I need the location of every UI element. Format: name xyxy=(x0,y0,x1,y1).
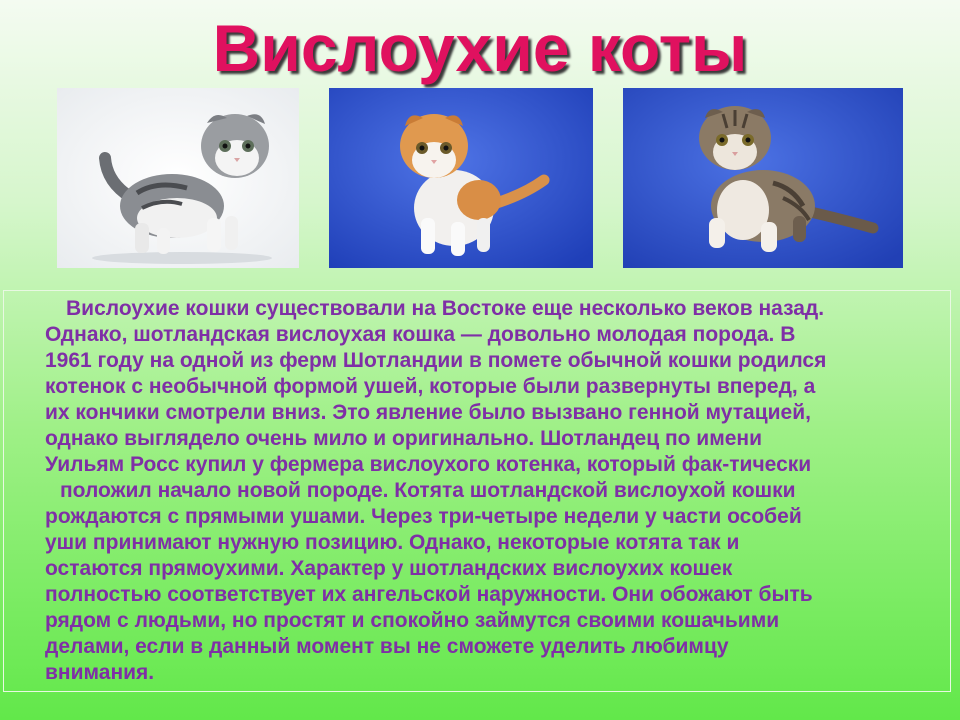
slide-title: Вислоухие коты xyxy=(212,11,748,85)
body-line: остаются прямоухими. Характер у шотландских вислоухих кошек xyxy=(45,557,733,580)
kitten-image xyxy=(329,88,593,268)
kitten-photo-grey-white xyxy=(57,88,299,268)
body-line: уши принимают нужную позицию. Однако, некоторые котята так и xyxy=(45,531,740,554)
body-line: однако выглядело очень мило и оригинально. Шотландец по имени xyxy=(45,427,763,450)
body-line: рядом с людьми, но простят и спокойно займутся своими кошачьими xyxy=(45,609,780,632)
body-line: рождаются с прямыми ушами. Через три-четыре недели у части особей xyxy=(45,505,802,528)
kitten-image xyxy=(57,88,299,268)
body-line: внимания. xyxy=(45,661,155,684)
kitten-photo-ginger-white xyxy=(329,88,593,268)
body-line: Вислоухие кошки существовали на Востоке еще несколько веков назад. xyxy=(66,297,825,320)
body-line: 1961 году на одной из ферм Шотландии в помете обычной кошки родился xyxy=(45,349,827,372)
body-line: делами, если в данный момент вы не сможете уделить любимцу xyxy=(45,635,729,658)
body-line: положил начало новой породе. Котята шотландской вислоухой кошки xyxy=(60,479,796,502)
body-line: их кончики смотрели вниз. Это явление было вызвано генной мутацией, xyxy=(45,401,811,424)
body-line: полностью соответствует их ангельской наружности. Они обожают быть xyxy=(45,583,813,606)
body-line: Уильям Росс купил у фермера вислоухого котенка, который фак-тически xyxy=(45,453,812,476)
body-line: Однако, шотландская вислоухая кошка — довольно молодая порода. В xyxy=(45,323,796,346)
kitten-image xyxy=(623,88,903,268)
kitten-photo-brown-tabby xyxy=(623,88,903,268)
body-line: котенок с необычной формой ушей, которые были развернуты вперед, а xyxy=(45,375,816,398)
